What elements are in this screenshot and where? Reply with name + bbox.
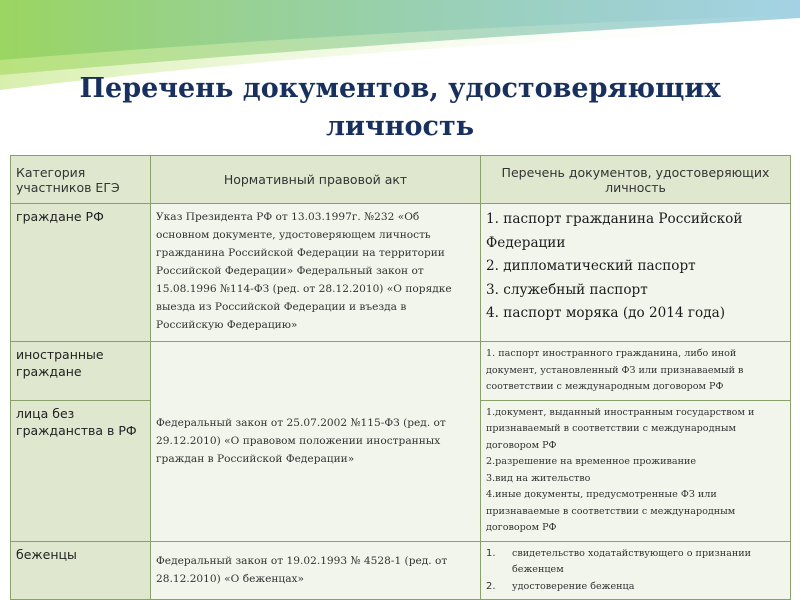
category-cell: лица без гражданства в РФ <box>11 400 151 541</box>
list-item: 3.вид на жительство <box>486 472 591 484</box>
list-item: 2.разрешение на временное проживание <box>486 456 697 467</box>
list-item: 1. паспорт иностранного гражданина, либо иной документ, установленный ФЗ или признаваемый в соответствии с международным договором РФ <box>486 348 744 392</box>
table-header-row <box>11 156 791 204</box>
documents-cell <box>481 342 791 401</box>
list-item: 2. дипломатический паспорт <box>486 258 696 274</box>
list-item: 3. служебный паспорт <box>486 281 648 298</box>
numbered-list <box>486 546 785 596</box>
category-cell: граждане РФ <box>11 204 151 342</box>
table-row <box>11 541 791 600</box>
list-item <box>486 546 785 579</box>
list-item: 1.документ, выданный иностранным государством и признаваемый в соответствии с международным договором РФ <box>486 406 755 451</box>
header-documents: Перечень документов, удостоверяющих личность <box>481 156 791 204</box>
documents-table <box>10 155 791 600</box>
documents-cell <box>481 400 791 541</box>
header-act: Нормативный правовой акт <box>151 156 481 204</box>
table-row <box>11 204 791 342</box>
list-number: 2. <box>486 580 496 592</box>
list-item <box>486 579 785 596</box>
documents-cell <box>481 541 791 600</box>
act-cell: Федеральный закон от 19.02.1993 № 4528-1 (ред. от 28.12.2010) «О беженцах» <box>151 541 481 600</box>
list-item: 1. паспорт гражданина Российской Федерации <box>486 211 743 251</box>
documents-cell <box>481 204 791 342</box>
list-number: 1. <box>486 547 496 559</box>
list-item: 4.иные документы, предусмотренные ФЗ или признаваемые в соответствии с международным договором РФ <box>486 489 736 533</box>
header-category: Категория участников ЕГЭ <box>11 156 151 204</box>
act-cell-shared: Федеральный закон от 25.07.2002 №115-ФЗ (ред. от 29.12.2010) «О правовом положении иностранных граждан в Российской Федерации» <box>151 342 481 542</box>
category-cell: иностранные граждане <box>11 342 151 401</box>
list-item: 4. паспорт моряка (до 2014 года) <box>486 305 725 321</box>
list-text: свидетельство ходатайствующего о признании беженцем <box>512 547 752 575</box>
page-title: Перечень документов, удостоверяющих личность <box>79 73 721 142</box>
act-cell: Указ Президента РФ от 13.03.1997г. №232 «Об основном документе, удостоверяющем личность гражданина Российской Федерации на территории Российской Федерации» Федеральный закон от 15.08.1996 №114-ФЗ (ред. от 28.12.2010) «О порядке выезда из Российской Федерации и въезда в Российскую Федерацию» <box>151 204 481 342</box>
list-text: удостоверение беженца <box>512 580 635 592</box>
category-cell: беженцы <box>11 541 151 600</box>
table-row <box>11 342 791 401</box>
